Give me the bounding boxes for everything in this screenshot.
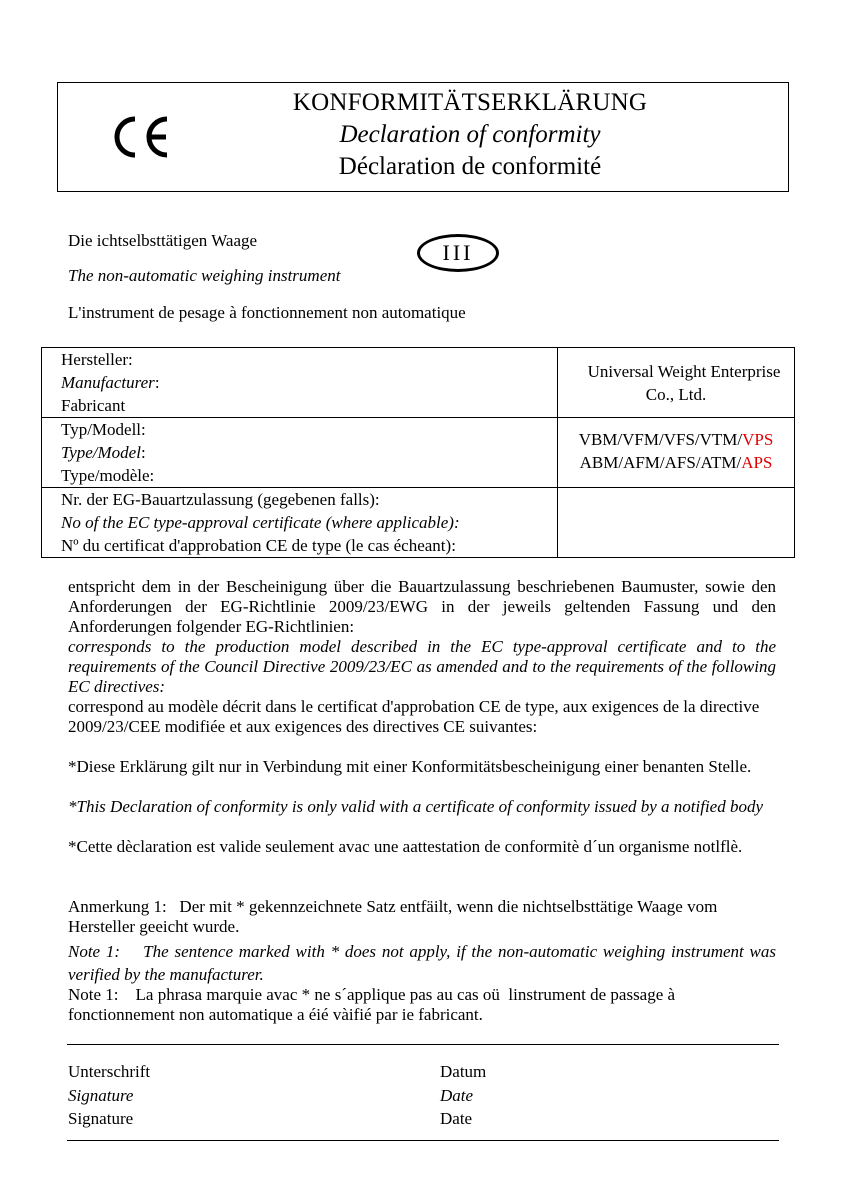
manufacturer-label-cell	[42, 348, 558, 418]
certificate-value-cell	[558, 488, 795, 558]
signature-top-rule	[67, 1044, 779, 1045]
certificate-label-cell	[42, 488, 558, 558]
manufacturer-row	[42, 348, 795, 418]
type-label-fr: Type/modèle:	[61, 466, 155, 485]
instrument-english: The non-automatic weighing instrument	[68, 266, 341, 285]
models-line2-red: APS	[741, 453, 773, 472]
certificate-label-fr: Nº du certificat d'approbation CE de type (le cas écheant):	[61, 536, 456, 555]
instrument-french: L'instrument de pesage à fonctionnement non automatique	[68, 303, 466, 322]
signature-block	[68, 1060, 150, 1131]
date-label-en: Date	[440, 1085, 474, 1105]
validity-english: *This Declaration of conformity is only valid with a certificate of conformity issued by a notified body	[68, 797, 764, 816]
type-label-en-line	[61, 441, 557, 464]
manufacturer-label-en-line	[61, 371, 557, 394]
title-german: KONFORMITÄTSERKLÄRUNG	[292, 89, 648, 116]
title-english: Declaration of conformity	[339, 121, 601, 148]
certificate-label-de: Nr. der EG-Bauartzulassung (gegebenen falls):	[61, 490, 380, 509]
certificate-label-en: No of the EC type-approval certificate (where applicable):	[61, 513, 460, 532]
manufacturer-name-line2: Co., Ltd.	[645, 385, 707, 404]
models-line2-text: ABM/AFM/AFS/ATM/	[579, 453, 742, 472]
date-label-fr: Date	[440, 1109, 473, 1128]
instrument-german: Die ichtselbsttätigen Waage	[68, 231, 258, 250]
type-label-de: Typ/Modell:	[61, 420, 146, 439]
type-label-cell	[42, 418, 558, 488]
validity-french: *Cette dèclaration est valide seulement avac une aattestation de conformitè d´un organisme notlflè.	[68, 837, 743, 856]
manufacturer-name-line1: Universal Weight Enterprise	[587, 362, 781, 381]
manufacturer-label-en-colon: :	[154, 373, 160, 392]
type-value-cell	[558, 418, 795, 488]
info-table	[41, 347, 795, 558]
conformity-french: correspond au modèle décrit dans le certificat d'approbation CE de type, aux exigences de la directive 2009/23/CEE modifiée et aux exigences des directives CE suivantes:	[68, 697, 760, 736]
note-french: Note 1: La phrasa marquie avac * ne s´applique pas au cas oü linstrument de passage à fonctionnement non automatique a éié vàifié par ie fabricant.	[68, 985, 680, 1024]
accuracy-class-mark: III	[417, 234, 499, 272]
date-block	[440, 1060, 486, 1131]
signature-label-fr: Signature	[68, 1109, 134, 1128]
ce-mark-logo	[104, 113, 174, 161]
type-label-en-colon: :	[140, 443, 146, 462]
validity-german: *Diese Erklärung gilt nur in Verbindung mit einer Konformitätsbescheinigung einer benanten Stelle.	[68, 757, 752, 776]
manufacturer-value-cell	[558, 348, 795, 418]
models-line1-red: VPS	[742, 430, 774, 449]
signature-label-de: Unterschrift	[68, 1062, 151, 1081]
models-line1-text: VBM/VFM/VFS/VTM/	[578, 430, 743, 449]
note-german: Anmerkung 1: Der mit * gekennzeichnete Satz entfäilt, wenn die nichtselbsttätige Waage vom Hersteller geeicht wurde.	[68, 897, 722, 936]
certificate-row	[42, 488, 795, 558]
title-french: Déclaration de conformité	[338, 153, 602, 180]
signature-label-en: Signature	[68, 1085, 134, 1105]
models-line1	[558, 418, 794, 451]
conformity-english: corresponds to the production model described in the EC type-approval certificate and to the requirements of the Council Directive 2009/23/EC as amended and to the requirements of the following EC directives:	[68, 637, 776, 696]
note-english: Note 1: The sentence marked with * does not apply, if the non-automatic weighing instrument was verified by the manufacturer.	[68, 942, 781, 984]
models-line2	[558, 451, 794, 474]
type-row	[42, 418, 795, 488]
manufacturer-label-de: Hersteller:	[61, 350, 133, 369]
date-label-de: Datum	[440, 1062, 487, 1081]
signature-bottom-rule	[67, 1140, 779, 1141]
manufacturer-label-en: Manufacturer	[61, 373, 155, 392]
type-label-en: Type/Model	[61, 443, 141, 462]
conformity-german: entspricht dem in der Bescheinigung über die Bauartzulassung beschriebenen Baumuster, sowie den Anforderungen der EG-Richtlinie 2009/23/EWG in der jeweils geltenden Fassung und den Anforderungen folgender EG-Richtlinien:	[68, 577, 776, 636]
manufacturer-label-fr: Fabricant	[61, 396, 126, 415]
